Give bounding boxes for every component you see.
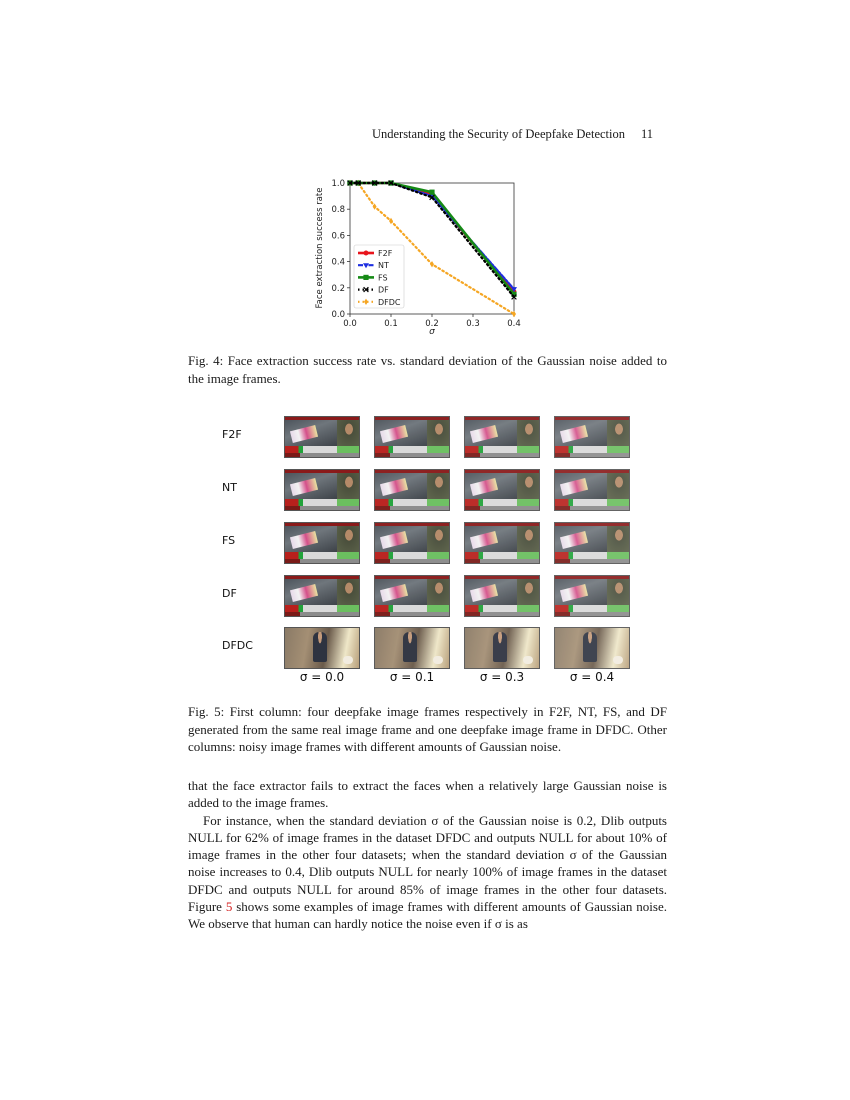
image-frame-fs-col2	[374, 522, 450, 564]
image-frame-df-col3	[464, 575, 540, 617]
line-chart	[308, 172, 538, 337]
column-label: σ = 0.1	[389, 670, 435, 684]
figure-4-chart	[308, 172, 538, 337]
column-label: σ = 0.3	[479, 670, 525, 684]
image-frame-nt-col2	[374, 469, 450, 511]
x-tick-label: 0.0	[343, 319, 357, 329]
legend-label: NT	[378, 261, 389, 271]
x-tick-label: 0.4	[507, 319, 521, 329]
image-frame-df-col1	[284, 575, 360, 617]
grid-row-fs	[222, 522, 642, 564]
y-tick-label: 0.8	[331, 205, 345, 216]
image-frame-nt-col4	[554, 469, 630, 511]
image-frame-fs-col3	[464, 522, 540, 564]
legend-label: F2F	[378, 249, 393, 258]
image-frame-fs-col4	[554, 522, 630, 564]
image-frame-f2f-col4	[554, 416, 630, 458]
legend-label: DF	[378, 285, 389, 295]
image-frame-df-col4	[554, 575, 630, 617]
y-tick-label: 0.6	[331, 231, 345, 242]
image-frame-nt-col3	[464, 469, 540, 511]
row-label: DFDC	[222, 639, 253, 652]
image-frame-df-col2	[374, 575, 450, 617]
paragraph-2	[188, 812, 667, 933]
row-label: FS	[222, 534, 236, 547]
y-tick-label: 0.2	[331, 283, 345, 294]
x-tick-label: 0.2	[425, 319, 439, 329]
column-label: σ = 0.0	[299, 670, 345, 684]
page-number: 11	[640, 127, 653, 141]
running-head	[188, 127, 667, 143]
image-frame-f2f-col1	[284, 416, 360, 458]
row-label: NT	[222, 481, 237, 494]
image-frame-f2f-col3	[464, 416, 540, 458]
x-tick-label: 0.3	[466, 319, 480, 329]
figure-4-caption: Fig. 4: Face extraction success rate vs. standard deviation of the Gaussian noise added to the image frames.	[188, 353, 667, 386]
image-frame-dfdc-col1	[284, 627, 360, 669]
legend-label: FS	[378, 273, 388, 283]
image-frame-dfdc-col4	[554, 627, 630, 669]
image-frame-dfdc-col2	[374, 627, 450, 669]
y-axis-ticks	[331, 179, 350, 320]
figure-5-reference-link[interactable]: 5	[225, 899, 233, 915]
image-frame-f2f-col2	[374, 416, 450, 458]
paragraph-2-text-b: shows some examples of image frames with different amounts of Gaussian noise. We observe that human can hardly notice the noise even if σ is as	[188, 899, 667, 932]
image-frame-dfdc-col3	[464, 627, 540, 669]
paragraph-2-text-a: For instance, when the standard deviation σ of the Gaussian noise is 0.2, Dlib outputs NULL for 62% of image frames in the dataset DFDC and outputs NULL for about 10% of image frames in the other four datasets; when the standard deviation σ of the Gaussian noise increases to 0.4, Dlib outputs NULL for nearly 100% of image frames in the dataset DFDC and outputs NULL for around 85% of image frames in the other four datasets. Figure	[188, 812, 667, 915]
column-label: σ = 0.4	[569, 670, 615, 684]
row-label: F2F	[222, 428, 242, 441]
running-title: Understanding the Security of Deepfake Detection	[371, 127, 625, 141]
y-tick-label: 0.0	[331, 310, 345, 320]
body-text	[188, 777, 667, 933]
chart-legend	[354, 245, 404, 308]
legend-label: DFDC	[378, 297, 401, 307]
x-tick-label: 0.1	[384, 319, 398, 329]
paragraph-1: that the face extractor fails to extract the faces when a relatively large Gaussian noise is added to the image frames.	[188, 778, 667, 811]
figure-5-caption: Fig. 5: First column: four deepfake image frames respectively in F2F, NT, FS, and DF generated from the same real image frame and one deepfake image frame in DFDC. Other columns: noisy image frames with different amounts of Gaussian noise.	[188, 704, 667, 754]
image-frame-nt-col1	[284, 469, 360, 511]
grid-row-dfdc	[222, 627, 642, 669]
grid-row-f2f	[222, 416, 642, 458]
y-tick-label: 0.4	[331, 257, 345, 268]
row-label: DF	[222, 587, 237, 600]
x-axis-label: σ	[429, 327, 435, 337]
grid-row-nt	[222, 469, 642, 511]
y-tick-label: 1.0	[331, 179, 345, 189]
image-frame-fs-col1	[284, 522, 360, 564]
y-axis-label: Face extraction success rate	[315, 187, 325, 309]
grid-row-df	[222, 575, 642, 617]
